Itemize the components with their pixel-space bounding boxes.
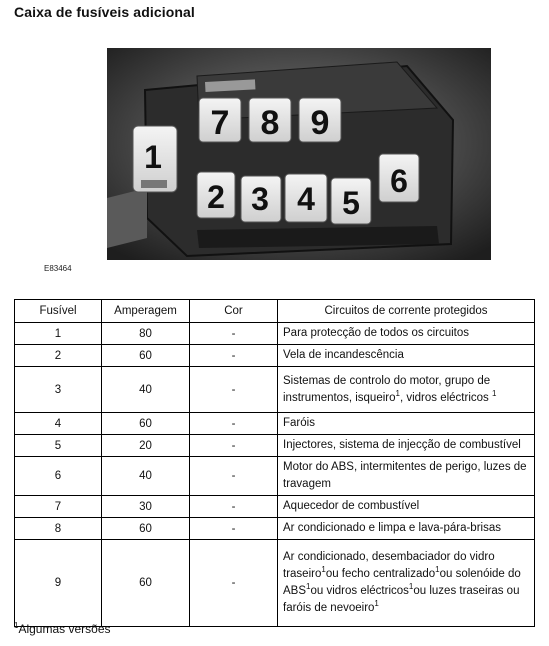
fuse-label-7: 7 xyxy=(210,104,230,142)
circuit-text: Injectores, sistema de injecção de combustível xyxy=(283,439,521,451)
fuse-label-9: 9 xyxy=(310,104,330,142)
cell-fuse: 1 xyxy=(15,323,102,345)
table-header-row xyxy=(15,300,535,323)
header-amps: Amperagem xyxy=(102,300,190,323)
fuse-label-8: 8 xyxy=(260,104,280,142)
cell-color: - xyxy=(190,435,278,457)
circuit-text: Motor do ABS, intermitentes de perigo, luzes de travagem xyxy=(283,461,527,490)
fuse-label-5: 5 xyxy=(342,185,360,221)
circuit-text: Ar condicionado, desembaciador do vidro traseiro xyxy=(283,551,495,580)
cell-fuse: 4 xyxy=(15,413,102,435)
cell-circuits xyxy=(278,323,535,345)
footnote-ref: 1 xyxy=(395,388,400,398)
fuse-label-2: 2 xyxy=(207,179,225,215)
circuit-text: Faróis xyxy=(283,417,315,429)
cell-fuse: 9 xyxy=(15,540,102,627)
table-row xyxy=(15,518,535,540)
fuse-label-3: 3 xyxy=(251,181,269,217)
cell-fuse: 2 xyxy=(15,345,102,367)
cell-color: - xyxy=(190,367,278,413)
cell-circuits xyxy=(278,496,535,518)
footnote-ref: 1 xyxy=(491,388,497,398)
fuse-9-icon xyxy=(299,98,341,142)
fuse-5-icon xyxy=(331,178,371,224)
circuit-text: ou vidros eléctricos xyxy=(310,585,409,597)
cell-color: - xyxy=(190,518,278,540)
cell-amps: 60 xyxy=(102,345,190,367)
cell-amps: 20 xyxy=(102,435,190,457)
footnote-ref: 1 xyxy=(408,582,414,592)
circuit-text: Sistemas de controlo do motor, grupo de instrumentos, isqueiro xyxy=(283,374,491,404)
header-fuse: Fusível xyxy=(15,300,102,323)
circuit-text: Aquecedor de combustível xyxy=(283,500,420,512)
cell-color: - xyxy=(190,413,278,435)
circuit-text: Vela de incandescência xyxy=(283,349,404,361)
cell-color: - xyxy=(190,496,278,518)
cell-color: - xyxy=(190,457,278,496)
cell-amps: 40 xyxy=(102,367,190,413)
footnote-text: Algumas versões xyxy=(18,622,111,636)
table-row xyxy=(15,435,535,457)
cell-fuse: 6 xyxy=(15,457,102,496)
cell-fuse: 7 xyxy=(15,496,102,518)
fuse-label-1: 1 xyxy=(144,139,162,175)
table-row xyxy=(15,496,535,518)
cell-amps: 60 xyxy=(102,518,190,540)
cell-amps: 80 xyxy=(102,323,190,345)
fuse-label-6: 6 xyxy=(390,163,408,199)
table-row xyxy=(15,323,535,345)
circuit-text: Ar condicionado e limpa e lava-pára-brisas xyxy=(283,522,501,534)
fuse-1-icon xyxy=(133,126,177,192)
fuse-box-photo xyxy=(107,48,491,260)
figure-code: E83464 xyxy=(44,264,72,273)
fuse-table xyxy=(14,299,535,627)
cell-circuits xyxy=(278,457,535,496)
fuse-2-icon xyxy=(197,172,235,218)
fuse-4-icon xyxy=(285,174,327,222)
cell-fuse: 3 xyxy=(15,367,102,413)
footnote-ref: 1 xyxy=(306,582,311,592)
cell-circuits xyxy=(278,540,535,627)
cell-circuits xyxy=(278,435,535,457)
cell-amps: 40 xyxy=(102,457,190,496)
cell-color: - xyxy=(190,323,278,345)
circuit-text: , vidros eléctricos xyxy=(399,391,492,404)
cell-color: - xyxy=(190,345,278,367)
footnote-marker: 1 xyxy=(14,621,19,630)
table-row xyxy=(15,457,535,496)
footnote xyxy=(14,622,111,636)
cell-fuse: 5 xyxy=(15,435,102,457)
table-row xyxy=(15,367,535,413)
fuse-label-4: 4 xyxy=(297,181,315,217)
circuit-text: ou luzes traseiras ou faróis de nevoeiro xyxy=(283,585,520,614)
table-row xyxy=(15,413,535,435)
cell-color: - xyxy=(190,540,278,627)
cell-circuits xyxy=(278,345,535,367)
fuse-7-icon xyxy=(199,98,241,142)
footnote-ref: 1 xyxy=(321,565,326,575)
fuse-8-icon xyxy=(249,98,291,142)
header-circuits: Circuitos de corrente protegidos xyxy=(278,300,535,323)
table-row xyxy=(15,345,535,367)
footnote-ref: 1 xyxy=(435,565,440,575)
circuit-text: Para protecção de todos os circuitos xyxy=(283,327,470,339)
cell-amps: 30 xyxy=(102,496,190,518)
page-title: Caixa de fusíveis adicional xyxy=(14,4,195,20)
footnote-ref: 1 xyxy=(374,599,379,609)
header-color: Cor xyxy=(190,300,278,323)
fuse-3-icon xyxy=(241,176,281,222)
table-row xyxy=(15,540,535,627)
cell-circuits xyxy=(278,413,535,435)
fuse-6-icon xyxy=(379,154,419,202)
circuit-text: ou solenóide do ABS xyxy=(283,568,521,597)
cell-circuits xyxy=(278,518,535,540)
cell-amps: 60 xyxy=(102,540,190,627)
cell-circuits xyxy=(278,367,535,413)
circuit-text: ou fecho centralizado xyxy=(325,568,436,580)
cell-amps: 60 xyxy=(102,413,190,435)
cell-fuse: 8 xyxy=(15,518,102,540)
